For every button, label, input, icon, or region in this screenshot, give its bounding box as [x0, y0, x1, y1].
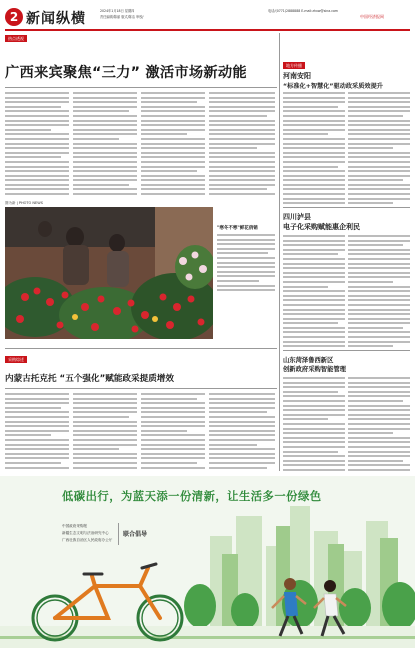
ad-sponsor-1: 中国政府采购报: [62, 524, 88, 528]
heze-column-1: [283, 377, 345, 471]
main-headline-rule: [5, 87, 277, 88]
right-rule-2: [283, 350, 410, 351]
right-contact-line: 电话/(0771)2888888 E-mail:zhxw@sina.com: [268, 9, 339, 13]
lower-column-1: [5, 393, 69, 471]
lower-column-4: [209, 393, 275, 471]
main-article-column-1: [5, 92, 69, 198]
photo-caption: [217, 225, 275, 317]
lower-column-3: [141, 393, 205, 471]
ad-slogan: 低碳出行，为蓝天添一份清新，让生活多一份绿色: [62, 490, 322, 503]
masthead-rule: [5, 29, 410, 31]
ad-sponsor-divider: [118, 523, 119, 545]
lower-headline: 内蒙古托克托 “五个强化”赋能政采提质增效: [5, 374, 174, 384]
luxian-column-1: [283, 235, 345, 347]
page-number-badge: 2: [5, 8, 23, 26]
main-article-column-4: [209, 92, 275, 198]
luxian-column-2: [348, 235, 410, 347]
right-column-divider: [279, 33, 280, 471]
lower-top-rule: [5, 348, 277, 349]
procurement-tag: 采购综述: [5, 356, 27, 363]
masthead: [0, 0, 415, 58]
photo-label: 图为新 | PHOTO NEWS: [5, 201, 43, 205]
luxian-headline-1: 四川泸县: [283, 213, 311, 221]
heze-headline-2: 创新政府采购智能管理: [283, 366, 346, 373]
anyang-headline-2: “标准化+智慧化”驱动政采质效提升: [283, 83, 383, 90]
ad-sponsor-2: 新疆生态文明与法治研究中心: [62, 531, 109, 535]
lower-column-2: [73, 393, 137, 471]
heze-headline-1: 山东菏泽鲁西新区: [283, 357, 334, 364]
editor-line: 责任编辑/陈丽 版式/陈洁 审校/: [100, 15, 144, 19]
heze-column-2: [348, 377, 410, 471]
luxian-headline-2: 电子化采购赋能惠企利民: [283, 223, 360, 231]
date-line: 2024年1月18日 星期四: [100, 9, 135, 13]
lower-headline-rule: [5, 388, 277, 389]
green-travel-ad: [0, 476, 415, 648]
right-rule-1: [283, 207, 410, 208]
right-brand: 中国经济报网: [360, 14, 384, 19]
section-title: 新闻纵横: [26, 11, 86, 27]
main-headline: 广西来宾聚焦“三力” 激活市场新动能: [5, 65, 247, 81]
anyang-column-1: [283, 92, 345, 204]
anyang-headline-1: 河南安阳: [283, 72, 311, 80]
hot-topic-tag: 热点透视: [5, 35, 27, 42]
photo-caption-title: "寒冬不寒"鲜花俏销: [217, 226, 258, 231]
ad-sponsor-3: 广西壮族自治区人民政府办公厅: [62, 538, 113, 542]
main-article-column-2: [73, 92, 137, 198]
flower-market-photo: [5, 207, 213, 339]
ad-jointly: 联合倡导: [123, 531, 148, 538]
anyang-column-2: [348, 92, 410, 204]
local-broadcast-tag: 地方传播: [283, 62, 305, 69]
main-article-column-3: [141, 92, 205, 198]
